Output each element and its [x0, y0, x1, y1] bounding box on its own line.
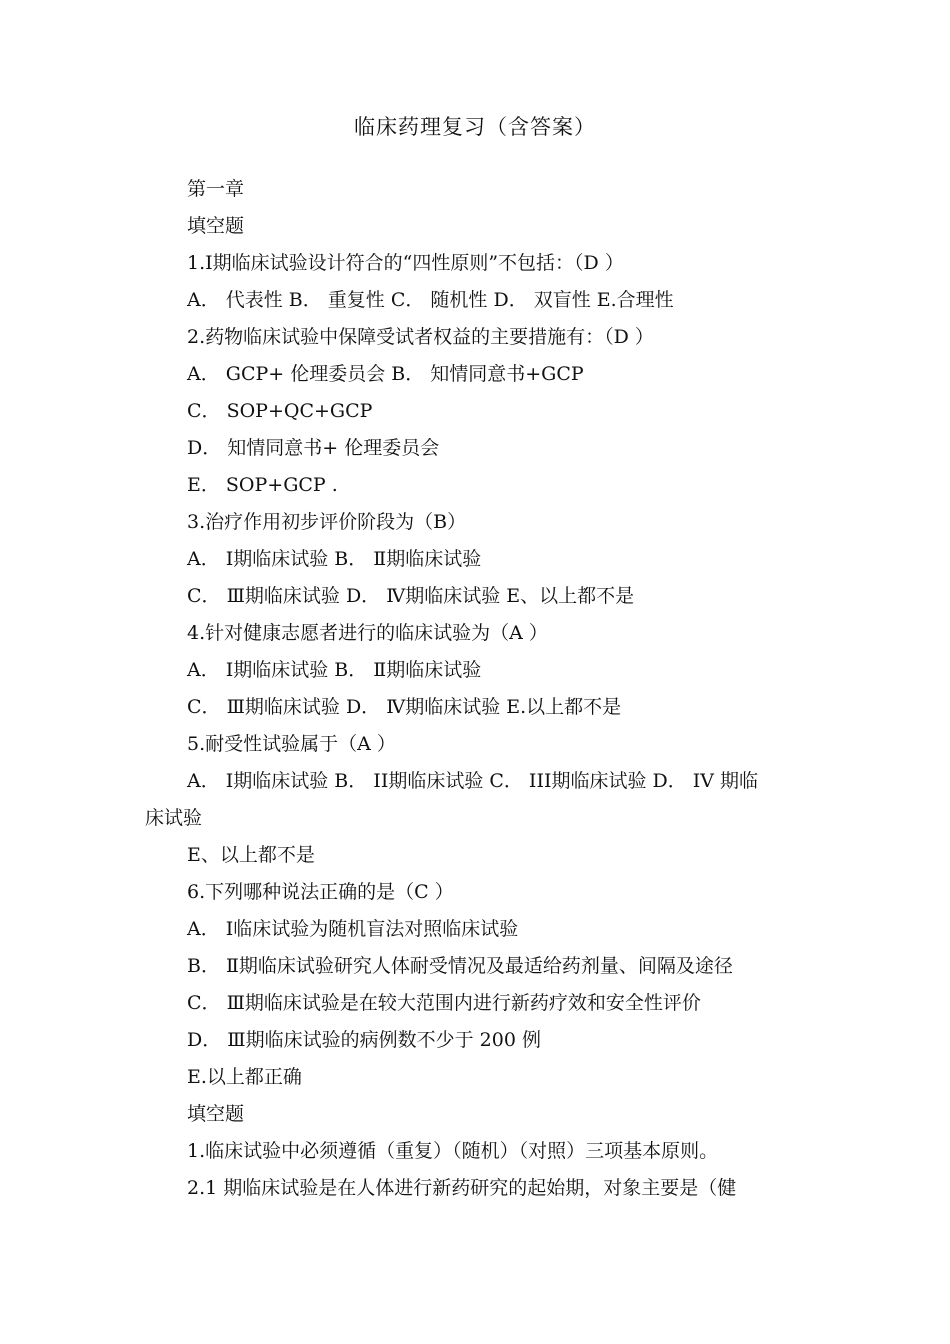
fill-blank-line: 2.1 期临床试验是在人体进行新药研究的起始期，对象主要是（健 [187, 1177, 737, 1199]
document-body [145, 171, 835, 1207]
question-line: 6.下列哪种说法正确的是（C ） [187, 881, 454, 903]
question-line: 1.I期临床试验设计符合的“四性原则”不包括：（D ） [187, 252, 624, 274]
option-line: E． SOP+GCP . [187, 474, 338, 496]
section-heading: 填空题 [187, 1103, 245, 1125]
question-line: 2.药物临床试验中保障受试者权益的主要措施有：（D ） [187, 326, 654, 348]
option-line: C． Ⅲ期临床试验 D． Ⅳ期临床试验 E.以上都不是 [187, 696, 622, 718]
option-line: D． 知情同意书+ 伦理委员会 [187, 437, 440, 459]
question-line: 3.治疗作用初步评价阶段为（B） [187, 511, 467, 533]
option-line: A． 代表性 B． 重复性 C． 随机性 D． 双盲性 E.合理性 [187, 289, 674, 311]
option-line: A． GCP+ 伦理委员会 B． 知情同意书+GCP [187, 363, 584, 385]
option-line: A． Ⅰ期临床试验 B． Ⅱ期临床试验 [187, 548, 482, 570]
fill-blank-line: 1.临床试验中必须遵循（重复）（随机）（对照）三项基本原则。 [187, 1140, 719, 1162]
document-title: 临床药理复习（含答案） [354, 115, 596, 139]
option-line: C． Ⅲ期临床试验是在较大范围内进行新药疗效和安全性评价 [187, 992, 701, 1014]
option-line-continuation: 床试验 [145, 807, 203, 829]
option-line: E、以上都不是 [187, 844, 315, 866]
question-line: 4.针对健康志愿者进行的临床试验为（A ） [187, 622, 548, 644]
option-line: C． Ⅲ期临床试验 D． Ⅳ期临床试验 E、以上都不是 [187, 585, 635, 607]
option-line: D． Ⅲ期临床试验的病例数不少于 200 例 [187, 1029, 541, 1051]
option-line: A． I期临床试验 B． II期临床试验 C． III期临床试验 D． IV 期临 [187, 770, 759, 792]
option-line: E.以上都正确 [187, 1066, 302, 1088]
chapter-heading: 第一章 [187, 178, 245, 200]
option-line: A． Ⅰ临床试验为随机盲法对照临床试验 [187, 918, 519, 940]
option-line: A． Ⅰ期临床试验 B． Ⅱ期临床试验 [187, 659, 482, 681]
section-heading: 填空题 [187, 215, 245, 237]
option-line: C． SOP+QC+GCP [187, 400, 373, 422]
question-line: 5.耐受性试验属于（A ） [187, 733, 396, 755]
option-line: B． Ⅱ期临床试验研究人体耐受情况及最适给药剂量、间隔及途径 [187, 955, 733, 977]
